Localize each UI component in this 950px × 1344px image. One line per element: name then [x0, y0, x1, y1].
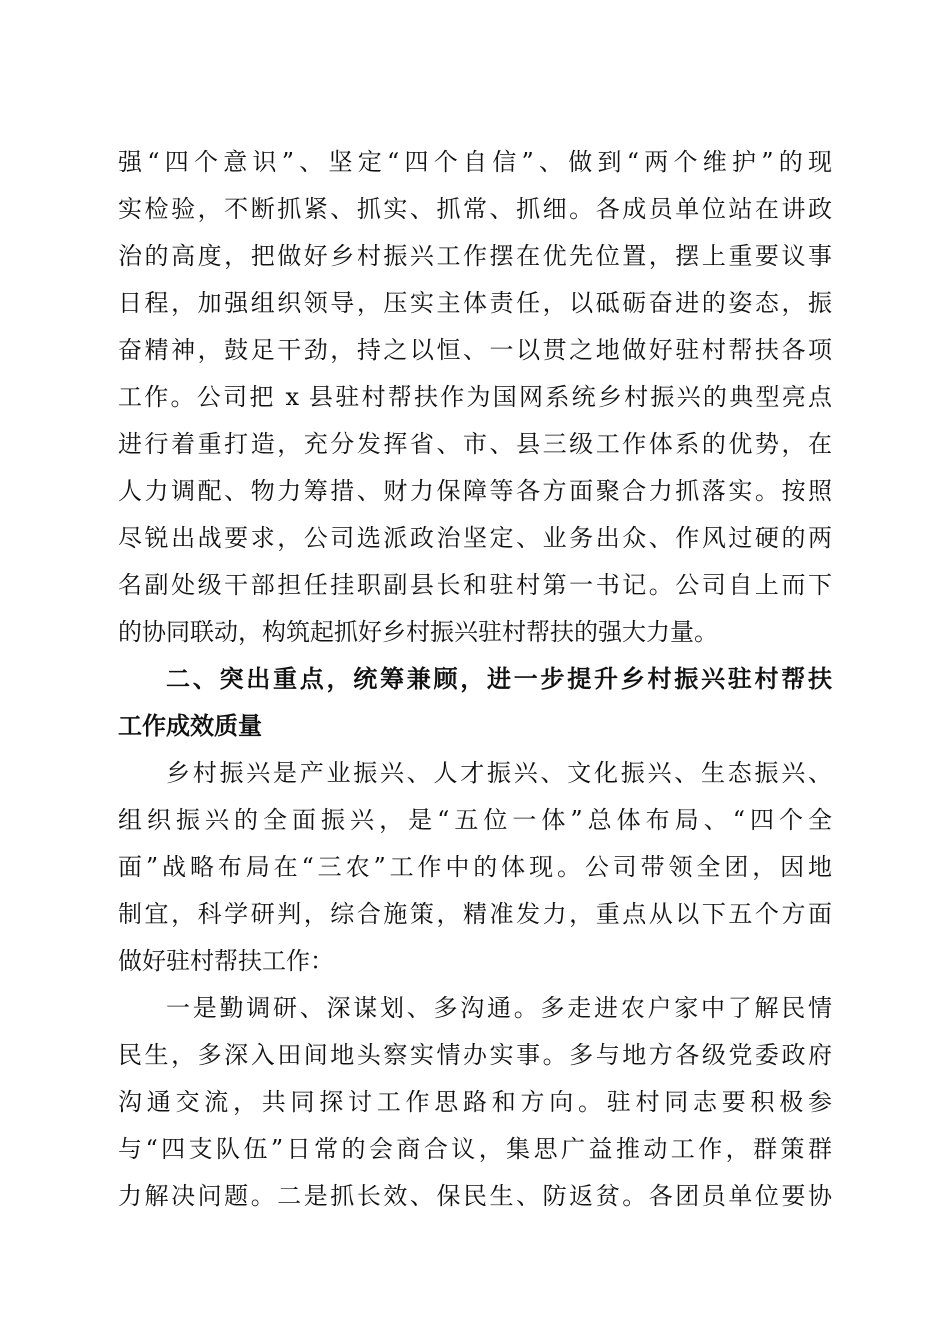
section-heading-line-2: 工作成效质量 [118, 712, 262, 740]
paragraph-1-line-9: 尽锐出战要求，公司选派政治坚定、业务出众、作风过硬的两 [118, 524, 832, 552]
paragraph-3-line-1 [166, 988, 832, 1028]
paragraph-1-line-8: 人力调配、物力筹措、财力保障等各方面聚合力抓落实。按照 [118, 477, 832, 505]
paragraph-1-line-1: 强“四个意识”、坚定“四个自信”、做到“两个维护”的现 [118, 148, 832, 176]
paragraph-3-line-1-rest: 多走进农户家中了解民情 [540, 994, 832, 1022]
paragraph-3-line-5: 力解决问题。二是抓长效、保民生、防返贫。各团员单位要协 [118, 1182, 832, 1210]
paragraph-1-line-3: 治的高度，把做好乡村振兴工作摆在优先位置，摆上重要议事 [118, 242, 832, 270]
paragraph-3-line-2: 民生，多深入田间地头察实情办实事。多与地方各级党委政府 [118, 1041, 832, 1069]
paragraph-1-line-7: 进行着重打造，充分发挥省、市、县三级工作体系的优势，在 [118, 430, 832, 458]
paragraph-1-line-5: 奋精神，鼓足干劲，持之以恒、一以贯之地做好驻村帮扶各项 [118, 336, 832, 364]
paragraph-2-line-3: 面”战略布局在“三农”工作中的体现。公司带领全团，因地 [118, 853, 832, 881]
paragraph-3-line-4: 与“四支队伍”日常的会商合议，集思广益推动工作，群策群 [118, 1135, 832, 1163]
paragraph-1-line-10: 名副处级干部担任挂职副县长和驻村第一书记。公司自上而下 [118, 571, 832, 599]
section-heading-line-1: 二、突出重点，统筹兼顾，进一步提升乡村振兴驻村帮扶 [166, 665, 832, 693]
paragraph-3-line-3: 沟通交流，共同探讨工作思路和方向。驻村同志要积极参 [118, 1088, 832, 1116]
paragraph-2-line-2: 组织振兴的全面振兴，是“五位一体”总体布局、“四个全 [118, 806, 832, 834]
paragraph-2-line-5: 做好驻村帮扶工作： [118, 947, 334, 975]
paragraph-1-line-6: 工作。公司把 x 县驻村帮扶作为国网系统乡村振兴的典型亮点 [118, 383, 832, 411]
paragraph-2-line-4: 制宜，科学研判，综合施策，精准发力，重点从以下五个方面 [118, 900, 832, 928]
paragraph-1-line-4: 日程，加强组织领导，压实主体责任，以砥砺奋进的姿态，振 [118, 289, 832, 317]
paragraph-1-line-2: 实检验，不断抓紧、抓实、抓常、抓细。各成员单位站在讲政 [118, 195, 832, 223]
paragraph-3-lead-phrase: 一是勤调研、深谋划、多沟通。 [166, 994, 541, 1022]
paragraph-1-line-11: 的协同联动，构筑起抓好乡村振兴驻村帮扶的强大力量。 [118, 618, 718, 646]
paragraph-2-line-1: 乡村振兴是产业振兴、人才振兴、文化振兴、生态振兴、 [166, 759, 832, 787]
